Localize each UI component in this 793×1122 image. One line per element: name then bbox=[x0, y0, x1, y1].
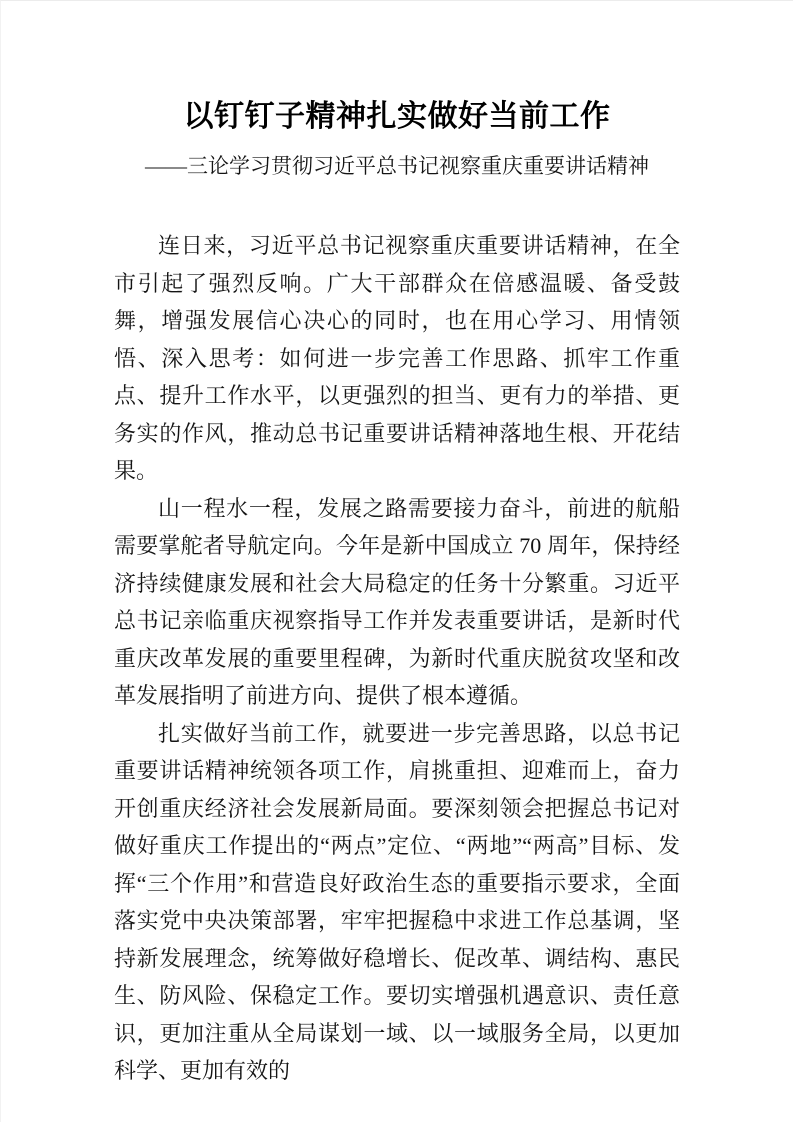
paragraph-1: 连日来，习近平总书记视察重庆重要讲话精神，在全市引起了强烈反响。广大干部群众在倍感温暖、备受鼓舞，增强发展信心决心的同时，也在用心学习、用情领悟、深入思考：如何进一步完善工作思路、抓牢工作重点、提升工作水平，以更强烈的担当、更有力的举措、更务实的作风，推动总书记重要讲话精神落地生根、开花结果。 bbox=[114, 233, 680, 483]
document-title: 以钉钉子精神扎实做好当前工作 bbox=[183, 100, 611, 133]
paragraph-3: 扎实做好当前工作，就要进一步完善思路，以总书记重要讲话精神统领各项工作，肩挑重担、迎难而上，奋力开创重庆经济社会发展新局面。要深刻领会把握总书记对做好重庆工作提出的“两点”定位、“两地”“两高”目标、发挥“三个作用”和营造良好政治生态的重要指示要求，全面落实党中央决策部署，牢牢把握稳中求进工作总基调，坚持新发展理念，统筹做好稳增长、促改革、调结构、惠民生、防风险、保稳定工作。要切实增强机遇意识、责任意识，更加注重从全局谋划一域、以一域服务全局，以更加科学、更加有效的 bbox=[114, 720, 680, 1083]
document-body bbox=[114, 227, 680, 1090]
paragraph-2: 山一程水一程，发展之路需要接力奋斗，前进的航船需要掌舵者导航定向。今年是新中国成立 70 周年，保持经济持续健康发展和社会大局稳定的任务十分繁重。习近平总书记亲临重庆视察指导工作并发表重要讲话，是新时代重庆改革发展的重要里程碑，为新时代重庆脱贫攻坚和改革发展指明了前进方向、提供了根本遵循。 bbox=[114, 495, 680, 708]
document-subtitle: ——三论学习贯彻习近平总书记视察重庆重要讲话精神 bbox=[145, 154, 649, 178]
